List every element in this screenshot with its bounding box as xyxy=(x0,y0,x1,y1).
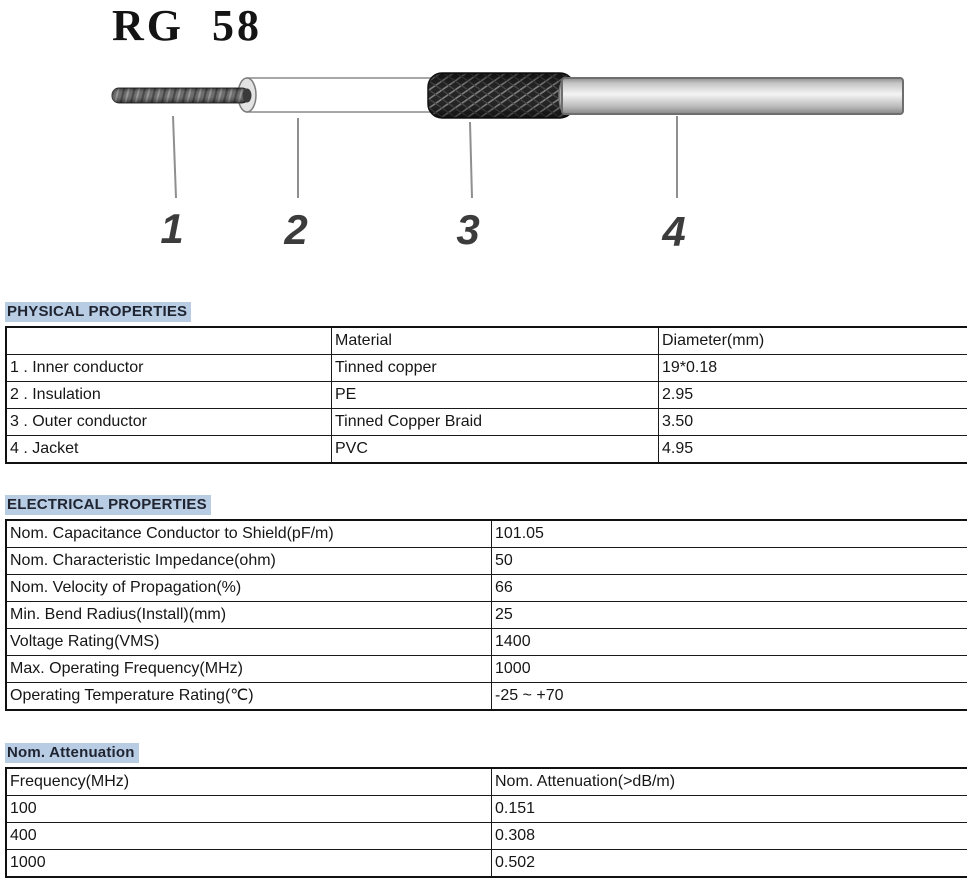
property-name-cell: Max. Operating Frequency(MHz) xyxy=(6,656,492,683)
part-number-label-4: 4 xyxy=(662,208,686,255)
inner-conductor-graphic xyxy=(112,88,252,103)
property-value-cell: 66 xyxy=(492,575,967,602)
table-row xyxy=(6,602,967,629)
property-name-cell: Nom. Capacitance Conductor to Shield(pF/m) xyxy=(6,520,492,548)
property-value-cell: 25 xyxy=(492,602,967,629)
row-label-cell: 1 . Inner conductor xyxy=(6,355,332,382)
frequency-cell: 400 xyxy=(6,823,492,850)
property-value-cell: -25 ~ +70 xyxy=(492,683,967,711)
table-header-row xyxy=(6,327,967,355)
outer-conductor-braid-graphic xyxy=(428,73,574,118)
table-row xyxy=(6,355,967,382)
nom-attenuation-heading: Nom. Attenuation xyxy=(5,743,139,763)
property-name-cell: Nom. Characteristic Impedance(ohm) xyxy=(6,548,492,575)
property-value-cell: 101.05 xyxy=(492,520,967,548)
page-title: RG 58 xyxy=(112,1,262,50)
property-name-cell: Nom. Velocity of Propagation(%) xyxy=(6,575,492,602)
row-label-cell: 4 . Jacket xyxy=(6,436,332,464)
diameter-cell: 2.95 xyxy=(659,382,967,409)
header-cell-material: Material xyxy=(332,327,659,355)
table-row xyxy=(6,656,967,683)
cable-diagram xyxy=(0,0,967,260)
material-cell: PVC xyxy=(332,436,659,464)
nom-attenuation-table xyxy=(5,767,967,878)
table-row xyxy=(6,629,967,656)
table-row xyxy=(6,823,967,850)
property-value-cell: 50 xyxy=(492,548,967,575)
electrical-properties-table xyxy=(5,519,967,711)
material-cell: PE xyxy=(332,382,659,409)
attenuation-cell: 0.502 xyxy=(492,850,967,878)
property-value-cell: 1000 xyxy=(492,656,967,683)
part-number-label-1: 1 xyxy=(160,205,184,252)
header-cell-diameter: Diameter(mm) xyxy=(659,327,967,355)
table-row xyxy=(6,796,967,823)
frequency-cell: 1000 xyxy=(6,850,492,878)
property-name-cell: Voltage Rating(VMS) xyxy=(6,629,492,656)
frequency-cell: 100 xyxy=(6,796,492,823)
leader-lines xyxy=(173,116,677,198)
row-label-cell: 3 . Outer conductor xyxy=(6,409,332,436)
header-cell-frequency: Frequency(MHz) xyxy=(6,768,492,796)
diameter-cell: 3.50 xyxy=(659,409,967,436)
diameter-cell: 19*0.18 xyxy=(659,355,967,382)
insulation-graphic xyxy=(238,78,437,112)
property-name-cell: Operating Temperature Rating(℃) xyxy=(6,683,492,711)
physical-properties-table xyxy=(5,326,967,464)
attenuation-cell: 0.308 xyxy=(492,823,967,850)
property-name-cell: Min. Bend Radius(Install)(mm) xyxy=(6,602,492,629)
table-row xyxy=(6,436,967,464)
material-cell: Tinned Copper Braid xyxy=(332,409,659,436)
table-header-row xyxy=(6,768,967,796)
part-number-label-3: 3 xyxy=(456,206,480,253)
part-number-label-2: 2 xyxy=(284,206,308,253)
header-cell-blank xyxy=(6,327,332,355)
table-row xyxy=(6,575,967,602)
header-cell-attenuation: Nom. Attenuation(>dB/m) xyxy=(492,768,967,796)
table-row xyxy=(6,520,967,548)
table-row xyxy=(6,409,967,436)
leader-line-3 xyxy=(470,122,472,198)
leader-line-1 xyxy=(173,116,176,198)
attenuation-cell: 0.151 xyxy=(492,796,967,823)
table-row xyxy=(6,548,967,575)
electrical-properties-heading: ELECTRICAL PROPERTIES xyxy=(5,495,211,515)
jacket-graphic xyxy=(559,78,903,114)
table-row xyxy=(6,683,967,711)
physical-properties-heading: PHYSICAL PROPERTIES xyxy=(5,302,191,322)
diameter-cell: 4.95 xyxy=(659,436,967,464)
material-cell: Tinned copper xyxy=(332,355,659,382)
table-row xyxy=(6,382,967,409)
table-row xyxy=(6,850,967,878)
property-value-cell: 1400 xyxy=(492,629,967,656)
row-label-cell: 2 . Insulation xyxy=(6,382,332,409)
